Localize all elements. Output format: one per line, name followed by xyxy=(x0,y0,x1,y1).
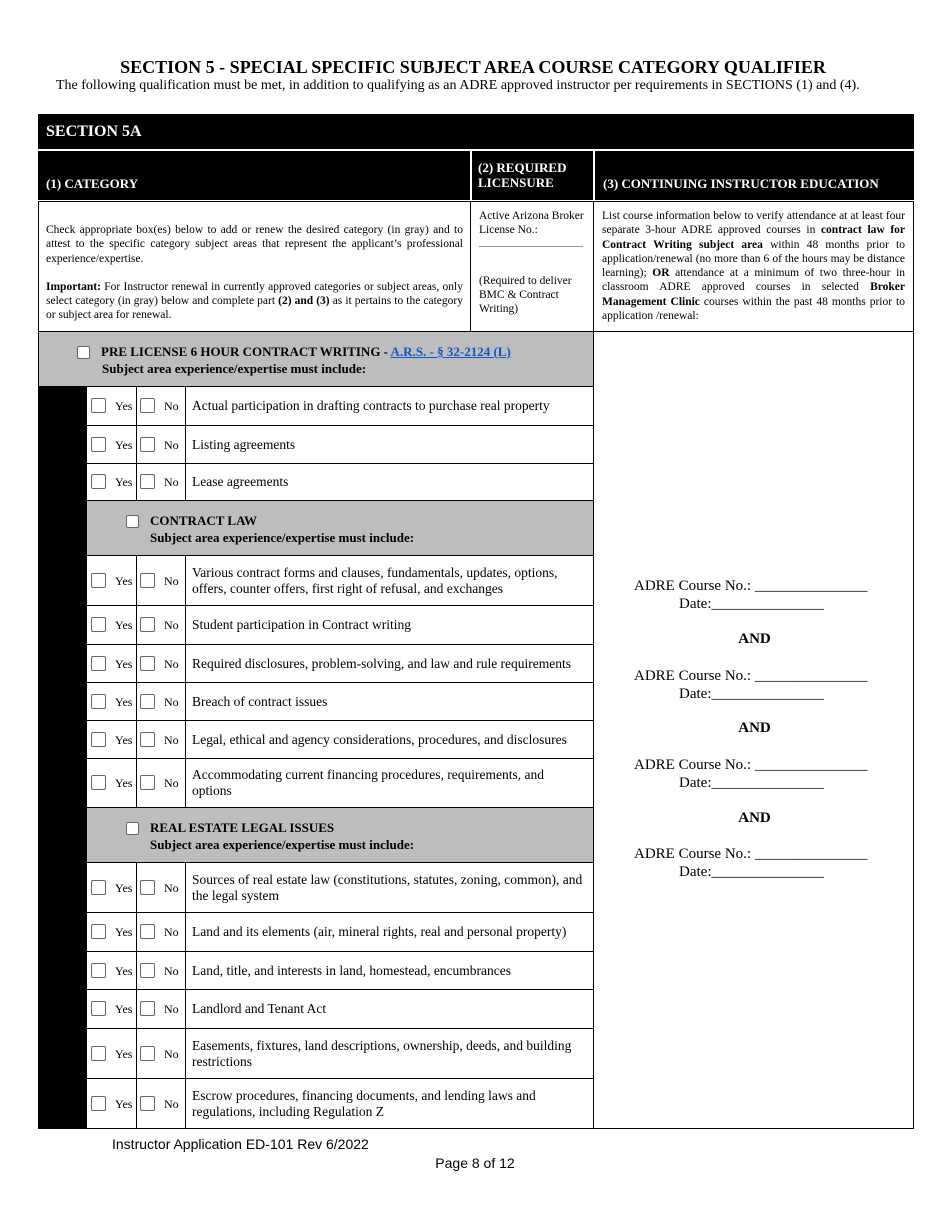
subject-text: Escrow procedures, financing documents, and lending laws and regulations, including Regulation Z xyxy=(192,1087,536,1119)
edu-f: Broker Management Clinic xyxy=(602,281,906,308)
subject-text: Land and its elements (air, mineral rights, real and personal property) xyxy=(192,924,567,939)
no-option[interactable] xyxy=(136,759,186,807)
yes-checkbox[interactable] xyxy=(91,1096,106,1111)
no-option[interactable] xyxy=(136,683,186,720)
no-label: No xyxy=(164,573,179,588)
category-instructions-p1: Check appropriate box(es) below to add or renew the desired category (in gray) and to attest to the specific category subject areas that represent the applicant’s professional experience/expertise. xyxy=(46,224,463,265)
yes-checkbox[interactable] xyxy=(91,1001,106,1016)
subject-text: Easements, fixtures, land descriptions, ownership, deeds, and building restrictions xyxy=(192,1037,572,1069)
no-label: No xyxy=(164,1002,179,1016)
yes-label: Yes xyxy=(115,618,133,632)
edu-g: courses within the past 48 months prior to application /renewal: xyxy=(602,295,905,323)
no-label: No xyxy=(164,1046,179,1061)
no-checkbox[interactable] xyxy=(140,474,155,489)
category-contract-law xyxy=(86,500,594,556)
no-option[interactable] xyxy=(136,426,186,463)
yes-option[interactable] xyxy=(87,387,137,425)
yes-label: Yes xyxy=(115,880,133,895)
yes-label: Yes xyxy=(115,437,133,452)
subject-text: Actual participation in drafting contracts to purchase real property xyxy=(192,398,550,413)
no-checkbox[interactable] xyxy=(140,732,155,747)
edu-d: OR xyxy=(652,267,670,280)
left-black-bar xyxy=(38,386,86,1129)
important-label: Important: xyxy=(46,280,101,293)
subject-row xyxy=(86,386,594,426)
yes-checkbox[interactable] xyxy=(91,924,106,939)
yes-checkbox[interactable] xyxy=(91,1046,106,1061)
p2a: For Instructor renewal in currently approved categories or subject areas, only select category (in gray) below and complete part xyxy=(46,280,463,308)
broker-license-input[interactable] xyxy=(479,238,583,247)
and-2: AND xyxy=(738,720,771,736)
yes-option[interactable] xyxy=(87,990,137,1028)
category-checkbox[interactable] xyxy=(77,346,90,359)
yes-checkbox[interactable] xyxy=(91,474,106,489)
yes-checkbox[interactable] xyxy=(91,694,106,709)
subject-row xyxy=(86,989,594,1029)
subject-text: Various contract forms and clauses, fundamentals, updates, options, offers, counter offers, first right of refusal, and exchanges xyxy=(192,564,558,596)
no-label: No xyxy=(164,437,179,452)
yes-option[interactable] xyxy=(87,645,137,682)
course-entry-panel xyxy=(593,331,914,1129)
page-title: SECTION 5 - SPECIAL SPECIFIC SUBJECT AREA COURSE CATEGORY QUALIFIER xyxy=(120,57,826,77)
statute-link[interactable]: A.R.S. - § 32-2124 (L) xyxy=(390,344,511,359)
no-checkbox[interactable] xyxy=(140,880,155,895)
no-label: No xyxy=(164,732,179,747)
no-checkbox[interactable] xyxy=(140,924,155,939)
yes-option[interactable] xyxy=(87,606,137,644)
yes-option[interactable] xyxy=(87,426,137,463)
education-header: (3) CONTINUING INSTRUCTOR EDUCATION xyxy=(595,151,914,200)
category-name: CONTRACT LAW xyxy=(150,513,258,528)
no-checkbox[interactable] xyxy=(140,656,155,671)
yes-checkbox[interactable] xyxy=(91,398,106,413)
no-checkbox[interactable] xyxy=(140,694,155,709)
yes-option[interactable] xyxy=(87,464,137,500)
no-option[interactable] xyxy=(136,645,186,682)
no-checkbox[interactable] xyxy=(140,963,155,978)
subject-row xyxy=(86,605,594,645)
subject-row xyxy=(86,463,594,501)
yes-option[interactable] xyxy=(87,952,137,989)
yes-label: Yes xyxy=(115,963,133,978)
edu-c: within 48 months prior to application/renewal (no more than 6 of the hours may be distance learning); xyxy=(602,238,906,280)
no-checkbox[interactable] xyxy=(140,573,155,588)
category-header: (1) CATEGORY xyxy=(38,151,470,200)
category-instructions xyxy=(38,201,471,332)
subject-text: Required disclosures, problem-solving, and law and rule requirements xyxy=(192,655,572,671)
category-checkbox[interactable] xyxy=(126,515,139,528)
p2c: as it pertains to the category or subject area for renewal. xyxy=(46,295,463,322)
no-checkbox[interactable] xyxy=(140,1001,155,1016)
edu-b: contract law for Contract Writing subject area xyxy=(602,224,905,251)
no-option[interactable] xyxy=(136,913,186,951)
yes-label: Yes xyxy=(115,694,133,709)
yes-option[interactable] xyxy=(87,759,137,807)
broker-license-label: Active Arizona Broker License No.: xyxy=(479,210,584,237)
course-no-3[interactable]: ADRE Course No.: _______________ xyxy=(634,757,868,773)
subject-row xyxy=(86,555,594,606)
no-label: No xyxy=(164,399,179,413)
category-name: PRE LICENSE 6 HOUR CONTRACT WRITING - xyxy=(101,344,391,359)
category-subtitle: Subject area experience/expertise must include: xyxy=(102,361,367,376)
no-option[interactable] xyxy=(136,863,186,912)
no-label: No xyxy=(164,694,179,709)
no-checkbox[interactable] xyxy=(140,1046,155,1061)
yes-option[interactable] xyxy=(87,913,137,951)
section-5a-header: SECTION 5A xyxy=(38,114,914,149)
no-checkbox[interactable] xyxy=(140,398,155,413)
no-label: No xyxy=(164,618,179,632)
subject-row xyxy=(86,1028,594,1079)
no-option[interactable] xyxy=(136,1079,186,1128)
subject-text: Sources of real estate law (constitutions, statutes, zoning, common), and the legal system xyxy=(192,871,583,903)
yes-checkbox[interactable] xyxy=(91,573,106,588)
yes-option[interactable] xyxy=(87,721,137,758)
subject-row xyxy=(86,951,594,990)
no-label: No xyxy=(164,925,179,939)
no-label: No xyxy=(164,776,179,790)
yes-checkbox[interactable] xyxy=(91,775,106,790)
yes-option[interactable] xyxy=(87,1029,137,1078)
yes-option[interactable] xyxy=(87,1079,137,1128)
category-checkbox[interactable] xyxy=(126,822,139,835)
no-option[interactable] xyxy=(136,464,186,500)
no-label: No xyxy=(164,880,179,895)
yes-label: Yes xyxy=(115,1002,133,1016)
subject-text: Student participation in Contract writing xyxy=(192,617,411,632)
category-instructions-p2 xyxy=(46,280,463,323)
no-option[interactable] xyxy=(136,721,186,758)
category-subtitle: Subject area experience/expertise must include: xyxy=(150,837,415,852)
yes-option[interactable] xyxy=(87,556,137,605)
edu-a: List course information below to verify attendance at at least four separate 3-hour ADRE approved courses in xyxy=(602,210,905,237)
yes-checkbox[interactable] xyxy=(91,617,106,632)
yes-label: Yes xyxy=(115,573,133,588)
yes-option[interactable] xyxy=(87,863,137,912)
yes-checkbox[interactable] xyxy=(91,437,106,452)
no-checkbox[interactable] xyxy=(140,775,155,790)
course-no-4[interactable]: ADRE Course No.: _______________ xyxy=(634,846,868,862)
course-no-1[interactable]: ADRE Course No.: _______________ xyxy=(634,578,868,594)
subject-row xyxy=(86,720,594,759)
yes-label: Yes xyxy=(115,776,133,790)
subject-text: Landlord and Tenant Act xyxy=(192,1001,327,1016)
edu-e: attendance at a minimum of two three-hour in classroom ADRE approved courses in selected xyxy=(602,267,906,294)
subject-text: Lease agreements xyxy=(192,474,289,489)
no-checkbox[interactable] xyxy=(140,1096,155,1111)
licensure-note: (Required to deliver BMC & Contract Writing) xyxy=(479,274,572,316)
subject-text: Land, title, and interests in land, homestead, encumbrances xyxy=(192,962,512,978)
no-label: No xyxy=(164,475,179,489)
course-date-4[interactable]: Date:_______________ xyxy=(679,864,824,880)
intro-text: The following qualification must be met, in addition to qualifying as an ADRE approved instructor per requirements in SECTIONS (1) and (4). xyxy=(56,78,860,93)
licensure-header: (2) REQUIRED LICENSURE xyxy=(472,151,593,200)
course-date-2[interactable]: Date:_______________ xyxy=(679,686,824,702)
subject-row xyxy=(86,912,594,952)
p2b: (2) and (3) xyxy=(278,295,330,308)
subject-row xyxy=(86,682,594,721)
no-label: No xyxy=(164,963,179,978)
yes-label: Yes xyxy=(115,925,133,939)
subject-row xyxy=(86,644,594,683)
no-checkbox[interactable] xyxy=(140,617,155,632)
yes-label: Yes xyxy=(115,1096,133,1111)
yes-label: Yes xyxy=(115,399,133,413)
no-option[interactable] xyxy=(136,952,186,989)
category-name: REAL ESTATE LEGAL ISSUES xyxy=(150,820,335,835)
subject-row xyxy=(86,758,594,808)
subject-text: Legal, ethical and agency considerations, procedures, and disclosures xyxy=(192,731,567,747)
subject-row xyxy=(86,425,594,464)
subject-text: Listing agreements xyxy=(192,436,296,452)
no-option[interactable] xyxy=(136,387,186,425)
yes-label: Yes xyxy=(115,1046,133,1061)
yes-checkbox[interactable] xyxy=(91,963,106,978)
no-option[interactable] xyxy=(136,1029,186,1078)
yes-checkbox[interactable] xyxy=(91,732,106,747)
subject-text: Accommodating current financing procedures, requirements, and options xyxy=(192,767,544,798)
and-3: AND xyxy=(738,810,771,826)
course-no-2[interactable]: ADRE Course No.: _______________ xyxy=(634,668,868,684)
yes-checkbox[interactable] xyxy=(91,656,106,671)
licensure-cell xyxy=(470,201,594,332)
form-footer: Instructor Application ED-101 Rev 6/2022 xyxy=(112,1136,369,1152)
category-pre-license-contract-writing xyxy=(38,331,594,387)
subject-text: Breach of contract issues xyxy=(192,693,328,709)
page-number: Page 8 of 12 xyxy=(435,1155,515,1171)
no-option[interactable] xyxy=(136,556,186,605)
education-instructions xyxy=(593,201,914,332)
and-1: AND xyxy=(738,631,771,647)
no-option[interactable] xyxy=(136,990,186,1028)
yes-label: Yes xyxy=(115,475,133,489)
category-subtitle: Subject area experience/expertise must include: xyxy=(150,530,415,545)
yes-label: Yes xyxy=(115,732,133,747)
no-option[interactable] xyxy=(136,606,186,644)
no-checkbox[interactable] xyxy=(140,437,155,452)
subject-row xyxy=(86,862,594,913)
yes-checkbox[interactable] xyxy=(91,880,106,895)
category-real-estate-legal-issues xyxy=(86,807,594,863)
subject-row xyxy=(86,1078,594,1129)
yes-option[interactable] xyxy=(87,683,137,720)
no-label: No xyxy=(164,1096,179,1111)
no-label: No xyxy=(164,656,179,671)
yes-label: Yes xyxy=(115,656,133,671)
course-date-1[interactable]: Date:_______________ xyxy=(679,596,824,612)
course-date-3[interactable]: Date:_______________ xyxy=(679,775,824,791)
